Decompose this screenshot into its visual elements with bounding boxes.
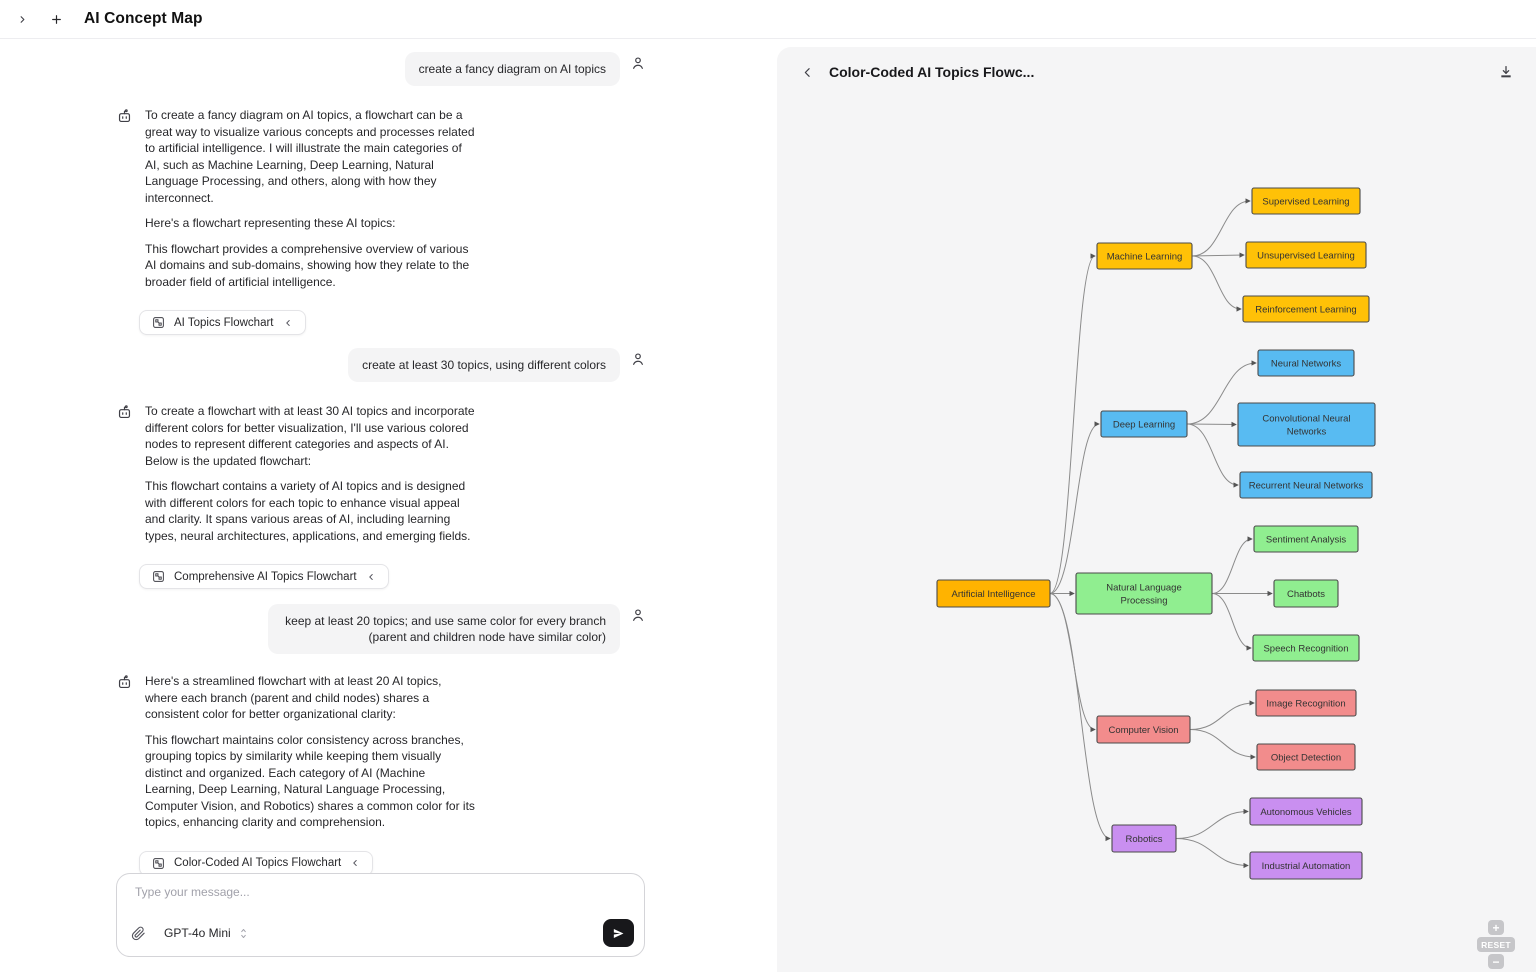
bot-icon [116, 674, 133, 696]
reset-button[interactable]: RESET [1477, 937, 1515, 952]
assistant-paragraph: To create a fancy diagram on AI topics, a flowchart can be a great way to visualize various concepts and processes related to artificial intelligence. I will illustrate the main categories of AI, such as Machine Learning, Deep Learning, Natural Language Processing, and others, along with how they interconnect. [145, 108, 475, 205]
chevron-left-icon [283, 318, 293, 328]
user-message-bubble: create a fancy diagram on AI topics [405, 52, 620, 86]
flowchart-node-ai[interactable] [937, 580, 1050, 607]
flowchart-panel-header [777, 47, 1536, 97]
flowchart-node-nlp[interactable] [1076, 573, 1212, 614]
assistant-message-text [145, 107, 475, 290]
flowchart-node-rb[interactable] [1112, 825, 1176, 852]
page-title: AI Concept Map [84, 10, 203, 27]
svg-text:Computer Vision: Computer Vision [1108, 725, 1179, 736]
svg-text:Sentiment Analysis: Sentiment Analysis [1265, 534, 1347, 546]
flowchart-node-rl[interactable] [1243, 296, 1369, 322]
svg-text:Industrial Automation: Industrial Automation [1261, 861, 1351, 872]
flowchart-canvas[interactable] [777, 47, 1536, 972]
flowchart-node-ia[interactable] [1250, 852, 1362, 879]
message-input[interactable] [133, 884, 613, 900]
svg-text:Processing: Processing [1120, 595, 1168, 607]
svg-text:Chatbots: Chatbots [1286, 589, 1326, 600]
assistant-message-row [116, 107, 646, 290]
flowchart-node-dl[interactable] [1101, 411, 1187, 437]
user-message-row [116, 348, 646, 382]
svg-text:Autonomous Vehicles: Autonomous Vehicles [1260, 807, 1352, 818]
zoom-out-button[interactable]: − [1488, 954, 1504, 969]
flowchart-node-cb[interactable] [1274, 580, 1338, 607]
flowchart-node-sa[interactable] [1254, 526, 1358, 552]
assistant-message-text [145, 403, 475, 544]
user-message-bubble: create at least 30 topics, using different colors [348, 348, 620, 382]
user-avatar-icon [630, 55, 646, 76]
flowchart-node-od[interactable] [1257, 744, 1355, 770]
assistant-paragraph: This flowchart maintains color consistency across branches, grouping topics by similarity while keeping them visually distinct and organized. Each category of AI (Machine Learning, Deep Learning, Natural Language Processing, Computer Vision, and Robotics) shares a common color for its topics, enhancing clarity and comprehension. [145, 732, 475, 829]
svg-text:Speech Recognition: Speech Recognition [1263, 643, 1349, 655]
back-chevron-icon[interactable] [801, 66, 814, 79]
artifact-chip-label: AI Topics Flowchart [174, 316, 274, 329]
assistant-message-text [145, 673, 475, 831]
svg-text:Machine Learning: Machine Learning [1106, 251, 1183, 263]
artifact-chip-ai-topics-flowchart[interactable] [139, 310, 306, 335]
flowchart-node-sr[interactable] [1253, 635, 1359, 661]
assistant-message-row [116, 673, 646, 831]
svg-text:Neural Networks: Neural Networks [1270, 358, 1342, 370]
svg-text:Networks: Networks [1286, 426, 1327, 438]
flowchart-panel [777, 47, 1536, 972]
svg-text:Reinforcement Learning: Reinforcement Learning [1255, 304, 1357, 316]
flowchart-node-av[interactable] [1250, 798, 1362, 825]
app-header [0, 0, 1536, 39]
artifact-chip-comprehensive-flowchart[interactable] [139, 564, 389, 589]
new-chat-plus-icon[interactable] [46, 13, 66, 26]
paperclip-attach-icon[interactable] [131, 926, 146, 941]
svg-text:Convolutional Neural: Convolutional Neural [1262, 413, 1351, 425]
user-avatar-icon [630, 351, 646, 372]
artifact-chip-color-coded-flowchart[interactable] [139, 851, 373, 876]
flowchart-node-nn[interactable] [1258, 350, 1354, 376]
assistant-paragraph: This flowchart contains a variety of AI topics and is designed with different colors for each topic to enhance visual appeal and clarity. It spans various areas of AI, including learning types, neural architectures, applications, and emerging fields. [145, 479, 471, 543]
svg-text:Natural Language: Natural Language [1106, 582, 1182, 594]
chevron-left-icon [366, 572, 376, 582]
flowchart-node-ml[interactable] [1097, 243, 1192, 269]
svg-text:Image Recognition: Image Recognition [1266, 698, 1346, 710]
assistant-paragraph: Here's a streamlined flowchart with at least 20 AI topics, where each branch (parent and child nodes) shares a consistent color for better organizational clarity: [145, 674, 442, 721]
artifact-chip-label: Comprehensive AI Topics Flowchart [174, 570, 357, 583]
flowchart-artifact-icon [152, 570, 165, 583]
assistant-paragraph: This flowchart provides a comprehensive overview of various AI domains and sub-domains, showing how they relate to the broader field of artificial intelligence. [145, 241, 470, 289]
user-message-row [116, 52, 646, 86]
assistant-paragraph: To create a flowchart with at least 30 AI topics and incorporate different colors for better visualization, I'll use various colored nodes to represent different categories and aspects of AI. Below is the updated flowchart: [145, 404, 475, 468]
chat-panel [0, 39, 777, 972]
model-selector[interactable] [164, 926, 248, 940]
bot-icon [116, 404, 133, 426]
download-icon[interactable] [1498, 64, 1514, 80]
svg-text:Unsupervised Learning: Unsupervised Learning [1257, 250, 1355, 262]
zoom-in-button[interactable]: + [1488, 920, 1504, 935]
svg-text:Recurrent Neural Networks: Recurrent Neural Networks [1248, 480, 1364, 492]
sidebar-expand-chevron-icon[interactable] [12, 14, 32, 25]
message-composer [116, 873, 645, 957]
flowchart-node-sl[interactable] [1252, 188, 1360, 214]
svg-text:Robotics: Robotics [1125, 834, 1163, 845]
flowchart-title: Color-Coded AI Topics Flowc... [829, 64, 1035, 80]
artifact-chip-label: Color-Coded AI Topics Flowchart [174, 857, 342, 869]
svg-text:Artificial Intelligence: Artificial Intelligence [951, 589, 1036, 600]
assistant-message-row [116, 403, 646, 544]
flowchart-artifact-icon [152, 316, 165, 329]
user-message-row [116, 604, 646, 654]
flowchart-node-ul[interactable] [1246, 242, 1366, 268]
flowchart-node-rnn[interactable] [1240, 472, 1372, 498]
svg-text:Object Detection: Object Detection [1270, 752, 1342, 764]
model-label: GPT-4o Mini [164, 926, 231, 940]
user-message-bubble: keep at least 20 topics; and use same color for every branch (parent and children node have similar color) [268, 604, 620, 654]
canvas-controls [1477, 920, 1515, 969]
flowchart-node-cv[interactable] [1097, 716, 1190, 743]
flowchart-artifact-icon [152, 857, 165, 870]
send-button[interactable] [603, 919, 634, 947]
assistant-paragraph: Here's a flowchart representing these AI topics: [145, 216, 396, 230]
svg-text:Supervised Learning: Supervised Learning [1262, 196, 1350, 208]
flowchart-node-ir[interactable] [1256, 690, 1356, 716]
chevron-updown-icon [239, 928, 248, 939]
bot-icon [116, 108, 133, 130]
user-avatar-icon [630, 607, 646, 628]
chevron-left-icon [350, 858, 360, 868]
svg-text:Deep Learning: Deep Learning [1112, 419, 1176, 431]
flowchart-node-cnn[interactable] [1238, 403, 1375, 446]
